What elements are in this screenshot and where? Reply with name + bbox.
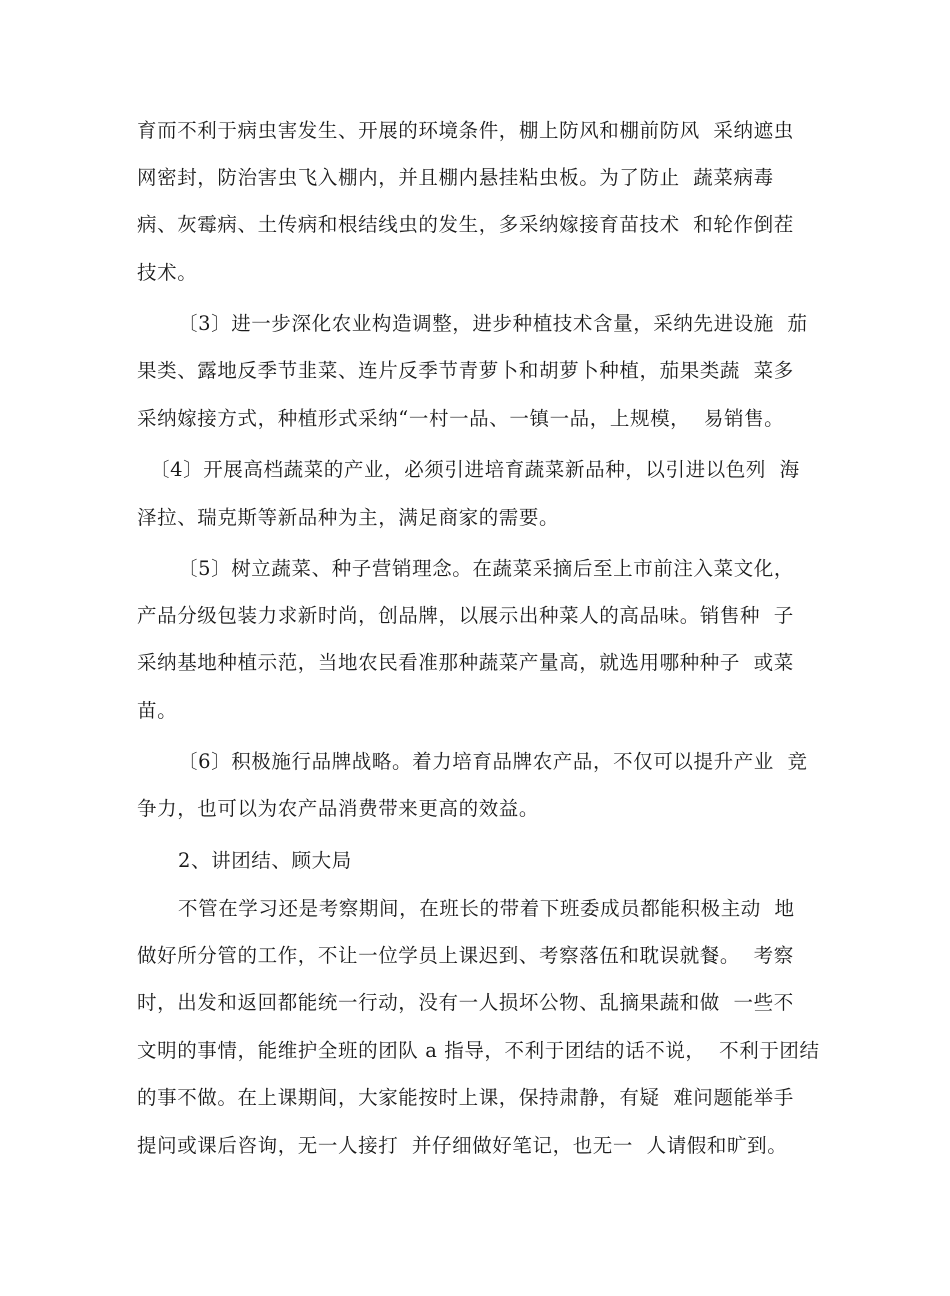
text-line: 病、灰霉病、土传病和根结线虫的发生，多采纳嫁接育苗技术 和轮作倒茬 [137, 213, 794, 236]
text-line: 网密封，防治害虫飞入棚内，并且棚内悬挂粘虫板。为了防止 蔬菜病毒 [137, 166, 774, 189]
paragraph-5-first-line: 〔5〕树立蔬菜、种子营销理念。在蔬菜采摘后至上市前注入菜文化， [178, 557, 795, 580]
text-line: 产品分级包装力求新时尚，创品牌，以展示出种菜人的高品味。销售种 子 [137, 604, 794, 627]
text-line: 泽拉、瑞克斯等新品种为主，满足商家的需要。 [137, 506, 560, 529]
paragraph-3-first-line: 〔3〕进一步深化农业构造调整，进步种植技术含量，采纳先进设施 茄 [178, 312, 808, 335]
text-line: 采纳基地种植示范，当地农民看准那种蔬菜产量高，就选用哪种种子 或菜 [137, 651, 794, 674]
paragraph-6-first-line: 〔6〕积极施行品牌战略。着力培育品牌农产品，不仅可以提升产业 竞 [178, 750, 808, 773]
text-line: 做好所分管的工作，不让一位学员上课迟到、考察落伍和耽误就餐。 考察 [137, 944, 794, 967]
text-line: 育而不利于病虫害发生、开展的环境条件，棚上防风和棚前防风 采纳遮虫 [137, 119, 794, 142]
text-line: 采纳嫁接方式，种植形式采纳“一村一品、一镇一品，上规模， 易销售。 [137, 407, 785, 430]
section-heading: 2、讲团结、顾大局 [178, 849, 352, 872]
paragraph-first-line: 不管在学习还是考察期间，在班长的带着下班委成员都能积极主动 地 [178, 897, 795, 920]
paragraph-4-first-line: 〔4〕开展高档蔬菜的产业，必须引进培育蔬菜新品种，以引进以色列 海 [150, 458, 800, 481]
text-line: 苗。 [137, 699, 178, 722]
text-line: 提问或课后咨询，无一人接打 并仔细做好笔记，也无一 人请假和旷到。 [137, 1134, 788, 1157]
text-line: 果类、露地反季节韭菜、连片反季节青萝卜和胡萝卜种植，茄果类蔬 菜多 [137, 359, 794, 382]
text-line: 时，出发和返回都能统一行动，没有一人损坏公物、乱摘果蔬和做 一些不 [137, 991, 794, 1014]
text-line: 争力，也可以为农产品消费带来更高的效益。 [137, 797, 540, 820]
text-line: 文明的事情，能维护全班的团队 a 指导，不利于团结的话不说， 不利于团结 [137, 1039, 820, 1062]
text-line: 技术。 [137, 261, 198, 284]
text-line: 的事不做。在上课期间，大家能按时上课，保持肃静，有疑 难问题能举手 [137, 1086, 794, 1109]
